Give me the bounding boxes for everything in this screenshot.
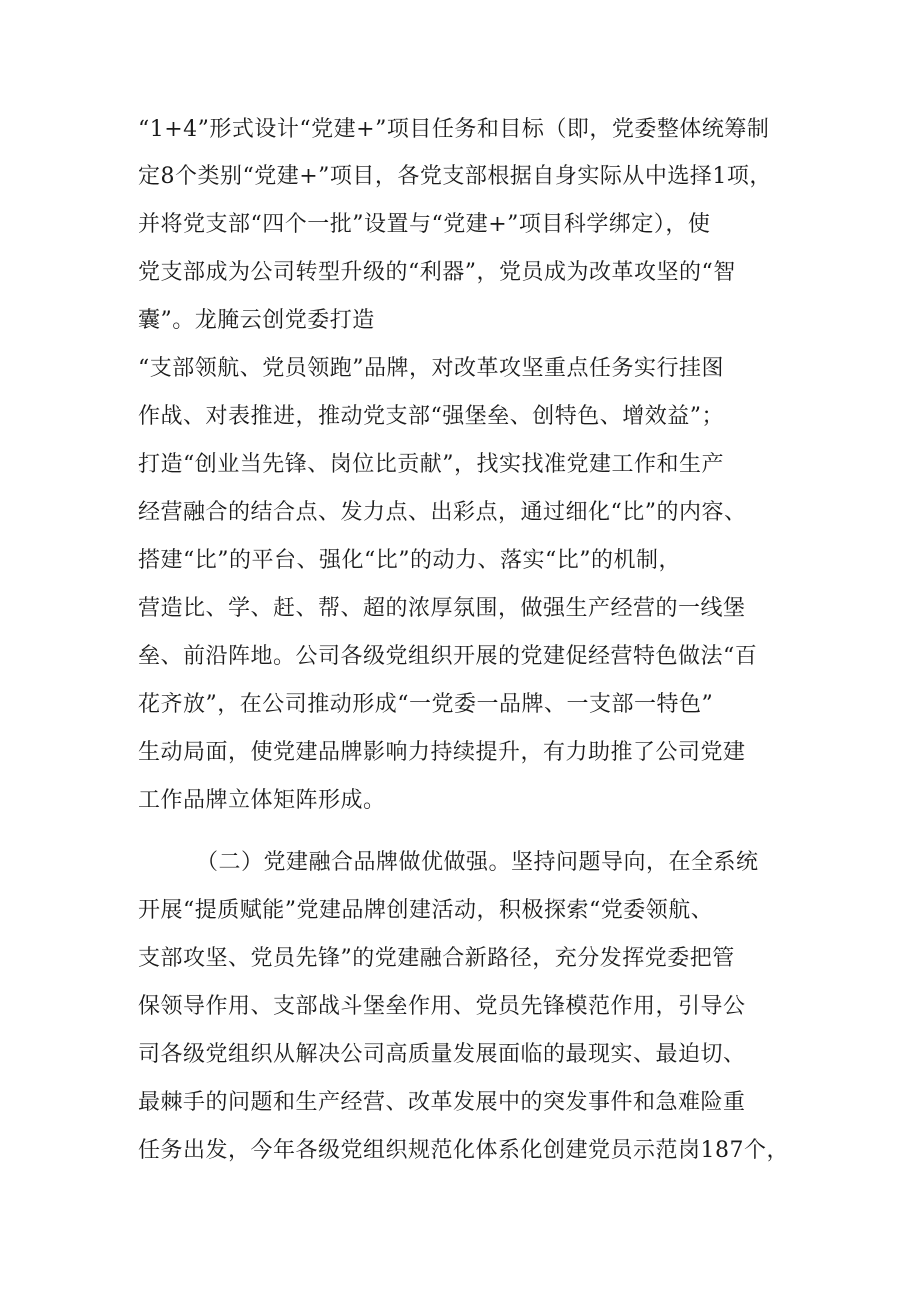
text-line: 生动局面，使党建品牌影响力持续提升，有力助推了公司党建: [138, 740, 746, 765]
text-line: 并将党支部“四个一批”设置与“党建+”项目科学绑定），使: [138, 212, 711, 237]
text-line: 任务出发，今年各级党组织规范化体系化创建党员示范岗187个，: [138, 1138, 789, 1163]
text-line: 保领导作用、支部战斗堡垒作用、党员先锋模范作用，引导公: [138, 994, 746, 1019]
text-line: 作战、对表推进，推动党支部“强堡垒、创特色、增效益”；: [138, 404, 724, 429]
text-line: 最棘手的问题和生产经营、改革发展中的突发事件和急难险重: [138, 1090, 746, 1115]
text-line: 垒、前沿阵地。公司各级党组织开展的党建促经营特色做法“百: [138, 644, 758, 669]
text-line: 支部攻坚、党员先锋”的党建融合新路径，充分发挥党委把管: [138, 946, 735, 971]
text-line: “支部领航、党员领跑”品牌，对改革攻坚重点任务实行挂图: [138, 356, 724, 381]
text-line: 工作品牌立体矩阵形成。: [138, 788, 386, 813]
text-line: 花齐放”，在公司推动形成“一党委一品牌、一支部一特色”: [138, 692, 714, 717]
text-line: “1+4”形式设计“党建+”项目任务和目标（即，党委整体统筹制: [138, 117, 770, 142]
text-line: 经营融合的结合点、发力点、出彩点，通过细化“比”的内容、: [138, 500, 747, 525]
text-line: 开展“提质赋能”党建品牌创建活动，积极探索“党委领航、: [138, 898, 714, 923]
text-line: 党支部成为公司转型升级的“利器”，党员成为改革攻坚的“智: [138, 260, 736, 285]
text-line: 定8个类别“党建+”项目，各党支部根据自身实际从中选择1项，: [138, 164, 772, 189]
section-heading-line: （二）党建融合品牌做优做强。坚持问题导向，在全系统: [196, 850, 759, 875]
text-line: 囊”。龙腌云创党委打造: [138, 308, 375, 333]
text-line: 搭建“比”的平台、强化“比”的动力、落实“比”的机制，: [138, 548, 681, 573]
text-line: 营造比、学、赶、帮、超的浓厚氛围，做强生产经营的一线堡: [138, 596, 746, 621]
text-line: 打造“创业当先锋、岗位比贡献”，找实找准党建工作和生产: [138, 452, 724, 477]
text-line: 司各级党组织从解决公司高质量发展面临的最现实、最迫切、: [138, 1042, 746, 1067]
